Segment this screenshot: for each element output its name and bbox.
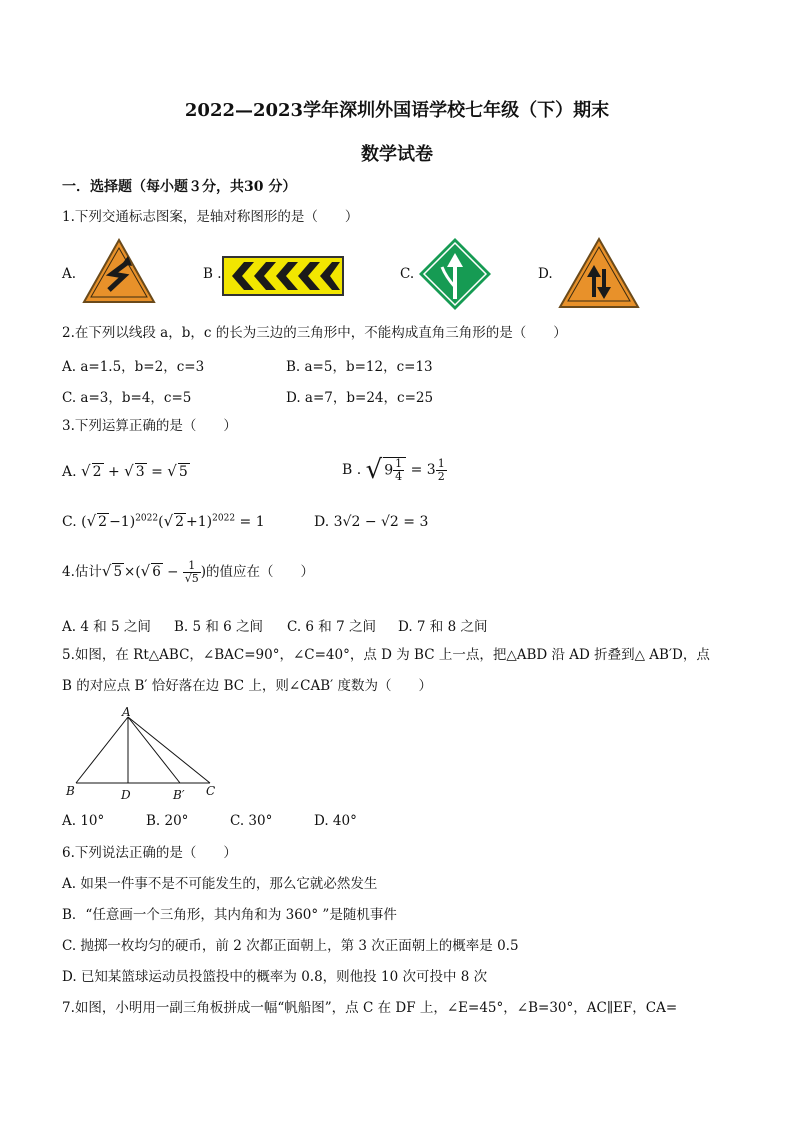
q5-option-a: A. 10° xyxy=(62,813,105,829)
q3-option-d-label: D. xyxy=(314,514,330,530)
q2-option-c: C. a=3，b=4，c=5 xyxy=(62,390,192,406)
question-6-stem: 6.下列说法正确的是（ ） xyxy=(62,845,237,861)
q2-option-a: A. a=1.5，b=2，c=3 xyxy=(62,359,205,375)
road-curve-sign-icon xyxy=(82,238,156,304)
q3-option-a-label: A. xyxy=(62,464,77,480)
merge-sign-icon xyxy=(418,237,492,311)
question-2-stem: 2.在下列以线段 a，b，c 的长为三边的三角形中，不能构成直角三角形的是（ ） xyxy=(62,325,567,341)
q3-option-c: C. (√ 2 −1)$^{2022}$(√ 2 +1)$^{2022}$ = 1 xyxy=(62,512,265,530)
q3-option-d xyxy=(314,514,428,530)
q4-option-d: D. 7 和 8 之间 xyxy=(398,619,488,635)
q5-option-b: B. 20° xyxy=(146,813,189,829)
q1-option-c-label: C. xyxy=(400,266,415,282)
q6-option-d: D. 已知某篮球运动员投篮投中的概率为 0.8，则他投 10 次可投中 8 次 xyxy=(62,969,488,985)
q1-option-a-label: A. xyxy=(62,266,77,282)
q4-option-c: C. 6 和 7 之间 xyxy=(287,619,376,635)
question-4-stem: 4.估计√ 5 ×(√ 6 − $\frac{1}{√5}$ )的值应在（ ） xyxy=(62,559,314,585)
q1-option-b-label: B . xyxy=(203,266,222,282)
question-5-line-2: B 的对应点 B′ 恰好落在边 BC 上，则∠CAB′ 度数为（ ） xyxy=(62,678,433,694)
q3-option-d-text: 3√2 − √2 = 3 xyxy=(333,514,429,530)
q1-option-d-label: D. xyxy=(538,266,553,282)
q2-option-d: D. a=7，b=24，c=25 xyxy=(286,390,434,406)
q3-option-a: A. √ 2 + √ 3 = √ 5 xyxy=(62,462,188,480)
question-1-stem: 1.下列交通标志图案，是轴对称图形的是（ ） xyxy=(62,209,359,225)
q5-option-d: D. 40° xyxy=(314,813,357,829)
question-5-line-1: 5.如图，在 Rt△ABC，∠BAC=90°，∠C=40°，点 D 为 BC 上一点，把△ABD 沿 AD 折叠到△ AB′D，点 xyxy=(62,647,710,663)
q6-option-b: B．“任意画一个三角形，其内角和为 360° ”是随机事件 xyxy=(62,907,397,923)
chevron-sign-icon xyxy=(222,256,344,296)
q3-option-c-label: C. xyxy=(62,514,77,530)
diagram-label-b: B xyxy=(66,784,75,798)
q4-option-a: A. 4 和 5 之间 xyxy=(62,619,151,635)
section-heading: 一．选择题（每小题３分，共30 分） xyxy=(62,179,297,195)
triangle-diagram xyxy=(60,705,230,800)
q2-option-b: B. a=5，b=12，c=13 xyxy=(286,359,433,375)
diagram-label-a: A xyxy=(122,705,131,719)
q3-option-b-label: B . xyxy=(342,462,362,478)
two-way-traffic-sign-icon xyxy=(558,237,640,309)
diagram-label-b-prime: B′ xyxy=(173,788,185,802)
page-subtitle: 数学试卷 xyxy=(361,144,433,165)
q6-option-c: C. 抛掷一枚均匀的硬币，前 2 次都正面朝上，第 3 次正面朝上的概率是 0.5 xyxy=(62,938,519,954)
q5-option-c: C. 30° xyxy=(230,813,273,829)
q6-option-a: A. 如果一件事不是不可能发生的，那么它就必然发生 xyxy=(62,876,378,892)
page-title: 2022—2023学年深圳外国语学校七年级（下）期末 xyxy=(184,100,610,121)
diagram-label-d: D xyxy=(121,788,131,802)
question-3-stem: 3.下列运算正确的是（ ） xyxy=(62,418,237,434)
question-7-stem: 7.如图，小明用一副三角板拼成一幅“帆船图”，点 C 在 DF 上，∠E=45°，∠B=30°，AC∥EF，CA= xyxy=(62,1000,678,1016)
q4-option-b: B. 5 和 6 之间 xyxy=(174,619,264,635)
diagram-label-c: C xyxy=(206,784,216,798)
q3-option-b: B . √ 9 $\frac{1}{4}$ = 3 $\frac{1}{2}$ xyxy=(342,455,445,485)
